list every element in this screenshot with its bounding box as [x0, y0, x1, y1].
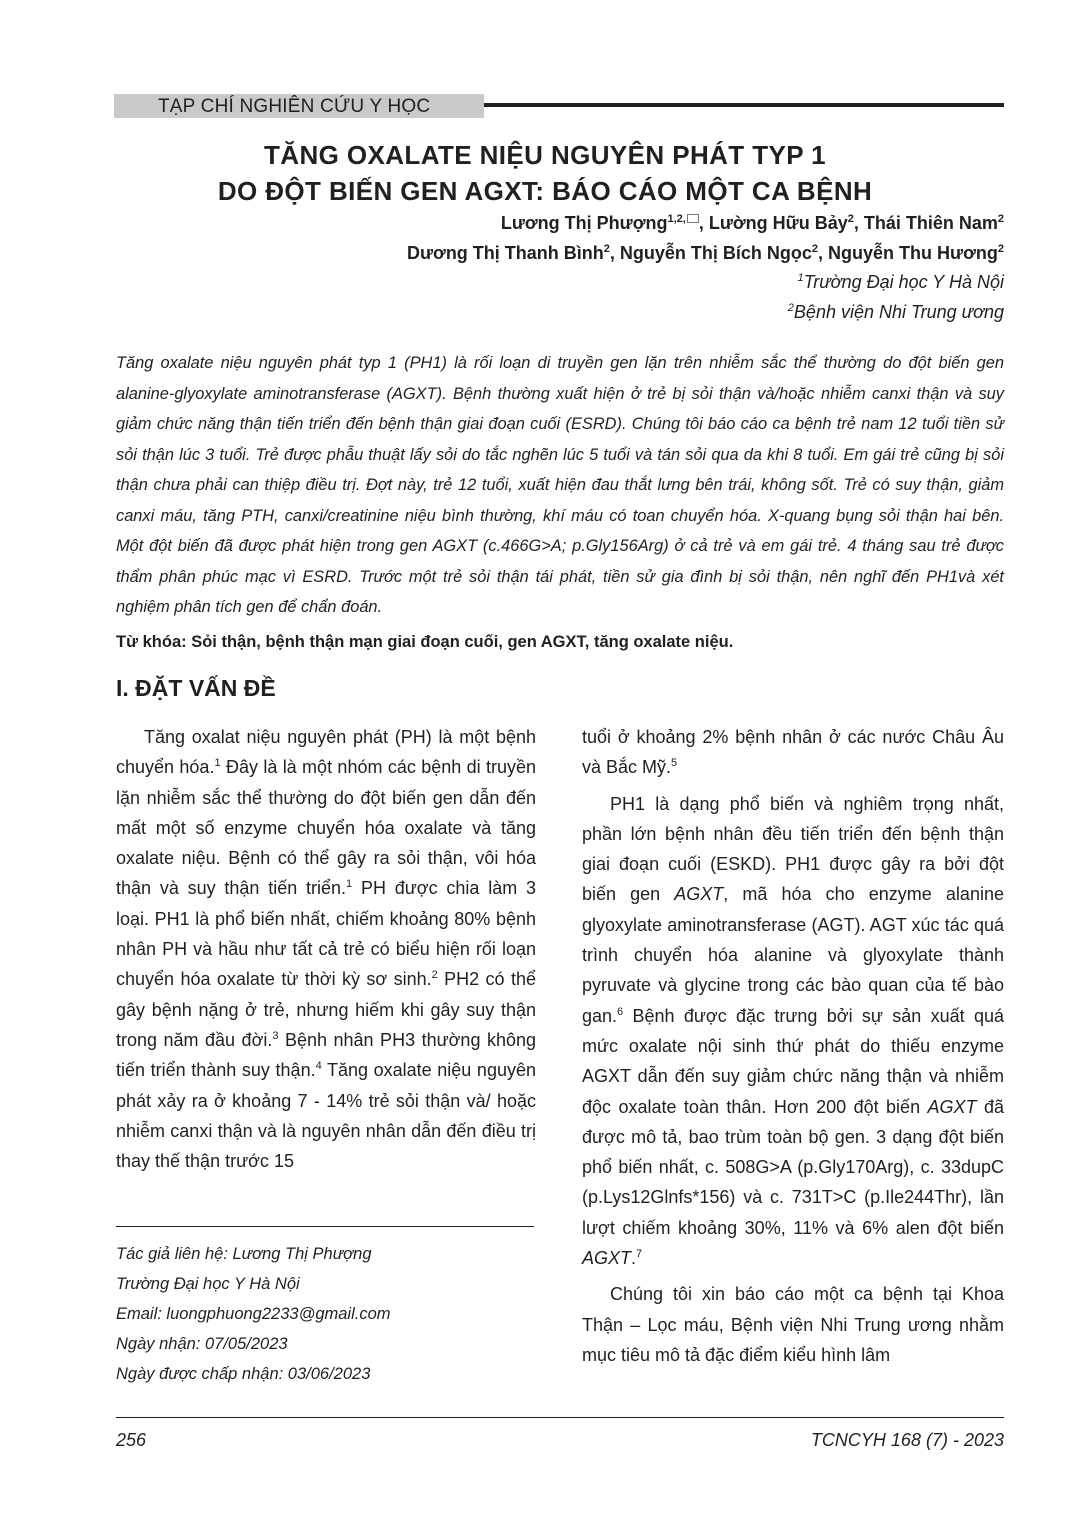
author-line-1 [501, 213, 1004, 234]
corresponding-org: Trường Đại học Y Hà Nội [116, 1275, 300, 1293]
paragraph [116, 722, 536, 1176]
author-name: , Nguyễn Thị Bích Ngọc [609, 243, 812, 263]
header-rule [484, 103, 1004, 107]
affiliation-marker: 2 [847, 213, 854, 225]
author-name: , Nguyễn Thu Hương [818, 243, 998, 263]
keywords: Từ khóa: Sỏi thận, bệnh thận mạn giai đoạn cuối, gen AGXT, tăng oxalate niệu. [116, 633, 734, 651]
text-run: PH1 là dạng phổ biến và nghiêm trọng nhất, phần lớn bệnh nhân đều tiến triển đến bệnh thận giai đoạn cuối (ESKD). PH1 được gây ra bởi đột biến gen [582, 793, 1004, 905]
affiliation-marker: 2 [997, 213, 1004, 225]
right-column [582, 722, 1004, 1370]
corresponding-email: Email: luongphuong2233@gmail.com [116, 1305, 391, 1323]
text-run: Chúng tôi xin báo cáo một ca bệnh tại Khoa Thận – Lọc máu, Bệnh viện Nhi Trung ương nhằm mục tiêu mô tả đặc điểm kiểu hình lâm [582, 1284, 1004, 1365]
text-run: đã được mô tả, bao trùm toàn bộ gen. 3 dạng đột biến phổ biến nhất, c. 508G>A (p.Gly170Arg), c. 33dupC (p.Lys12Glnfs*156) và c. 731T>C (p.Ile244Thr), lần lượt chiếm khoảng 30%, 11% và 6% alen đột biến [582, 1096, 1004, 1238]
article-title-line-1: TĂNG OXALATE NIỆU NGUYÊN PHÁT TYP 1 [264, 140, 826, 170]
text-run: Đây là là một nhóm các bệnh di truyền lặn nhiễm sắc thể thường do đột biến gen dẫn đến mất một số enzyme chuyển hóa oxalate và tăng oxalate niệu. Bệnh có thể gây ra sỏi thận, vôi hóa thận và suy thận tiến triển. [116, 757, 537, 899]
affiliation-marker: 2 [811, 243, 819, 255]
journal-reference: TCNCYH 168 (7) - 2023 [810, 1430, 1004, 1450]
text-run: . [631, 1248, 637, 1269]
accepted-date: Ngày được chấp nhận: 03/06/2023 [116, 1365, 371, 1383]
received-date: Ngày nhận: 07/05/2023 [116, 1335, 288, 1353]
envelope-icon [687, 214, 699, 223]
abstract: Tăng oxalate niệu nguyên phát typ 1 (PH1) là rối loạn di truyền gen lặn trên nhiễm sắc thể thường do đột biến gen alanine-glyoxylate aminotransferase (AGXT). Bệnh thường xuất hiện ở trẻ bị sỏi thận và/hoặc nhiễm canxi thận và suy giảm chức năng thận tiến triển đến bệnh thận giai đoạn cuối (ESRD). Chúng tôi báo cáo ca bệnh trẻ nam 12 tuổi tiền sử sỏi thận lúc 3 tuổi. Trẻ được phẫu thuật lấy sỏi do tắc nghẽn lúc 5 tuổi và tán sỏi qua da khi 8 tuổi. Em gái trẻ cũng bị sỏi thận chưa phải can thiệp điều trị. Đợt này, trẻ 12 tuổi, xuất hiện đau thắt lưng bên trái, không sốt. Trẻ có suy thận, giảm canxi máu, tăng PTH, canxi/creatinine niệu bình thường, khí máu có toan chuyển hóa. X-quang bụng sỏi thận hai bên. Một đột biến đã được phát hiện trong gen AGXT (c.466G>A; p.Gly156Arg) ở cả trẻ và em gái trẻ. 4 tháng sau trẻ được thẩm phân phúc mạc vì ESRD. Trước một trẻ sỏi thận tái phát, tiền sử gia đình bị sỏi thận, nên nghĩ đến PH1và xét nghiệm phân tích gen để chẩn đoán. [116, 354, 1004, 616]
citation: 3 [272, 1029, 279, 1042]
footnote-rule [116, 1226, 534, 1227]
affiliation-marker: 1,2, [667, 213, 686, 225]
affiliation-1 [798, 272, 1005, 293]
corresponding-author: Tác giả liên hệ: Lương Thị Phượng [116, 1245, 372, 1263]
affiliation-2 [788, 302, 1004, 323]
paragraph [582, 789, 1004, 1274]
affiliation-marker: 1 [797, 272, 804, 284]
paragraph [582, 722, 1004, 783]
citation: 7 [636, 1248, 643, 1261]
text-run: Bệnh được đặc trưng bởi sự sản xuất quá mức oxalate nội sinh thứ phát do thiếu enzyme AGXT dẫn đến suy giảm chức năng thận và nhiễm độc oxalate toàn thân. Hơn 200 đột biến [582, 1005, 1004, 1117]
affiliation-name: Bệnh viện Nhi Trung ương [793, 302, 1004, 322]
text-run: Tăng oxalate niệu nguyên phát xảy ra ở khoảng 7 - 14% trẻ sỏi thận và/ hoặc nhiễm canxi thận và là nguyên nhân dẫn đến điều trị thay thế thận trước 15 [116, 1060, 536, 1172]
gene-name: AGXT [927, 1096, 977, 1117]
section-heading: I. ĐẶT VẤN ĐỀ [116, 675, 276, 701]
text-run: tuổi ở khoảng 2% bệnh nhân ở các nước Châu Âu và Bắc Mỹ. [582, 727, 1004, 778]
author-name: Dương Thị Thanh Bình [406, 243, 604, 263]
citation: 5 [671, 757, 678, 770]
citation: 4 [315, 1060, 322, 1073]
gene-name: AGXT [674, 884, 724, 905]
citation: 2 [431, 969, 438, 982]
journal-header-bar [114, 94, 1004, 118]
affiliation-name: Trường Đại học Y Hà Nội [803, 272, 1004, 292]
page-number: 256 [116, 1430, 147, 1450]
citation: 1 [346, 878, 353, 891]
article-title-line-2: DO ĐỘT BIẾN GEN AGXT: BÁO CÁO MỘT CA BỆNH [217, 176, 873, 206]
affiliation-marker: 2 [997, 243, 1004, 255]
affiliation-marker: 2 [603, 243, 610, 255]
paragraph [582, 1279, 1004, 1370]
left-column [116, 722, 536, 1176]
text-run: Tăng oxalat niệu nguyên phát (PH) là một bệnh chuyển hóa. [116, 727, 536, 778]
author-name: , Thái Thiên Nam [853, 213, 998, 233]
journal-name: TẠP CHÍ NGHIÊN CỨU Y HỌC [114, 94, 484, 118]
text-run: PH được chia làm 3 loại. PH1 là phổ biến nhất, chiếm khoảng 80% bệnh nhân PH và hầu như tất cả trẻ có biểu hiện rối loạn chuyển hóa oxalate từ thời kỳ sơ sinh. [116, 878, 536, 990]
text-run: PH2 có thể gây bệnh nặng ở trẻ, nhưng hiếm khi gây suy thận trong năm đầu đời. [116, 969, 536, 1050]
text-run: , mã hóa cho enzyme alanine glyoxylate aminotransferase (AGT). AGT xúc tác quá trình chuyển hóa alanine và glyoxylate thành pyruvate và glycine trong các bào quan của tế bào gan. [582, 884, 1004, 1026]
citation: 6 [617, 1005, 624, 1018]
citation: 1 [214, 757, 221, 770]
footer-rule [116, 1417, 1004, 1418]
author-name: Lương Thị Phượng [500, 213, 668, 233]
gene-name: AGXT [582, 1248, 632, 1269]
author-line-2 [407, 243, 1004, 264]
text-run: Bệnh nhân PH3 thường không tiến triển thành suy thận. [116, 1029, 536, 1081]
author-name: , Lường Hữu Bảy [698, 213, 848, 233]
affiliation-marker: 2 [787, 302, 794, 314]
